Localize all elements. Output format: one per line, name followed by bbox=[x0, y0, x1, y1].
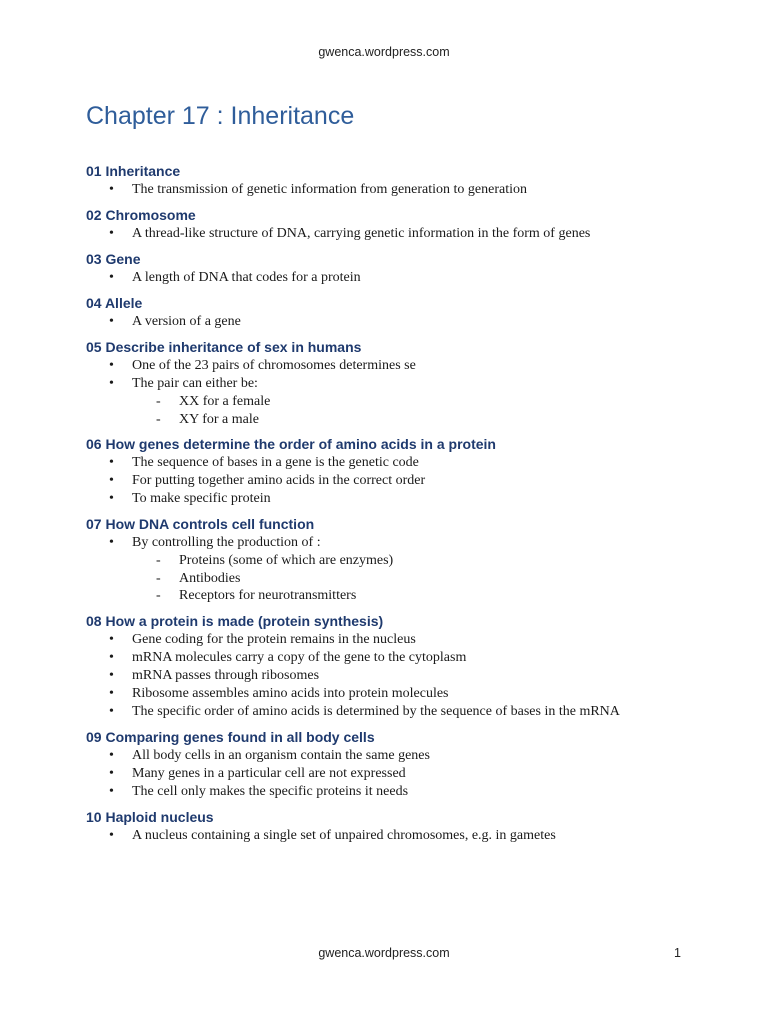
bullet-icon: • bbox=[109, 631, 114, 647]
sub-list bbox=[86, 393, 706, 428]
bullet-item bbox=[86, 765, 706, 783]
bullet-list bbox=[86, 269, 706, 287]
section bbox=[86, 612, 706, 721]
bullet-text: Gene coding for the protein remains in the nucleus bbox=[132, 631, 416, 647]
section bbox=[86, 338, 706, 428]
section bbox=[86, 515, 706, 605]
bullet-icon: • bbox=[109, 535, 114, 550]
bullet-icon: • bbox=[109, 685, 114, 701]
bullet-icon: • bbox=[109, 765, 114, 781]
bullet-list bbox=[86, 313, 706, 331]
bullet-text: mRNA passes through ribosomes bbox=[132, 667, 320, 683]
section-heading: 02 Chromosome bbox=[86, 207, 196, 223]
bullet-text: The sequence of bases in a gene is the genetic code bbox=[132, 455, 419, 470]
bullet-list bbox=[86, 181, 706, 199]
bullet-list bbox=[86, 747, 706, 801]
bullet-item bbox=[86, 472, 706, 490]
section-heading: 10 Haploid nucleus bbox=[86, 808, 214, 825]
bullet-list bbox=[86, 827, 706, 845]
bullet-icon: • bbox=[109, 783, 114, 799]
section bbox=[86, 294, 706, 331]
bullet-item bbox=[86, 357, 706, 375]
page-title: Chapter 17 : Inheritance bbox=[86, 102, 355, 130]
bullet-item bbox=[86, 631, 706, 649]
bullet-icon: • bbox=[109, 827, 114, 843]
dash-icon: - bbox=[156, 411, 161, 427]
bullet-item bbox=[86, 747, 706, 765]
sub-item bbox=[86, 587, 706, 605]
bullet-text: The transmission of genetic information from generation to generation bbox=[132, 182, 527, 197]
bullet-icon: • bbox=[109, 314, 114, 329]
section-heading: 03 Gene bbox=[86, 251, 141, 267]
bullet-icon: • bbox=[109, 270, 114, 285]
section bbox=[86, 250, 706, 287]
sub-item-text: XY for a male bbox=[179, 411, 259, 427]
bullet-icon: • bbox=[109, 667, 114, 683]
bullet-text: Ribosome assembles amino acids into protein molecules bbox=[132, 685, 449, 701]
page-header: gwenca.wordpress.com bbox=[318, 45, 450, 59]
bullet-text: For putting together amino acids in the correct order bbox=[132, 473, 426, 488]
sub-item bbox=[86, 393, 706, 411]
bullet-item bbox=[86, 827, 706, 845]
bullet-icon: • bbox=[109, 182, 114, 197]
section-heading: 01 Inheritance bbox=[86, 163, 181, 179]
bullet-item bbox=[86, 269, 706, 287]
section-heading: 05 Describe inheritance of sex in humans bbox=[86, 339, 362, 355]
bullet-item bbox=[86, 703, 706, 721]
bullet-item bbox=[86, 649, 706, 667]
section-heading: 08 How a protein is made (protein synthesis) bbox=[86, 612, 384, 629]
bullet-text: The specific order of amino acids is determined by the sequence of bases in the mRNA bbox=[132, 703, 620, 719]
bullet-item bbox=[86, 685, 706, 703]
bullet-item bbox=[86, 454, 706, 472]
bullet-item bbox=[86, 783, 706, 801]
bullet-item bbox=[86, 534, 706, 552]
section bbox=[86, 162, 706, 199]
bullet-text: A length of DNA that codes for a protein bbox=[132, 270, 361, 285]
bullet-item bbox=[86, 490, 706, 508]
bullet-icon: • bbox=[109, 649, 114, 665]
sub-item-text: Antibodies bbox=[179, 570, 241, 586]
bullet-text: A version of a gene bbox=[132, 314, 241, 329]
dash-icon: - bbox=[156, 588, 161, 603]
page-number: 1 bbox=[674, 946, 681, 960]
bullet-list bbox=[86, 454, 706, 508]
dash-icon: - bbox=[156, 570, 161, 586]
bullet-icon: • bbox=[109, 747, 114, 763]
bullet-list bbox=[86, 357, 706, 428]
bullet-list bbox=[86, 631, 706, 721]
bullet-text: The cell only makes the specific proteins it needs bbox=[132, 783, 409, 799]
section-heading: 06 How genes determine the order of amino acids in a protein bbox=[86, 436, 496, 452]
bullet-item bbox=[86, 225, 706, 243]
bullet-text: One of the 23 pairs of chromosomes determines se bbox=[132, 358, 416, 373]
bullet-item bbox=[86, 375, 706, 393]
bullet-icon: • bbox=[109, 358, 114, 373]
page-footer: gwenca.wordpress.com bbox=[318, 946, 450, 960]
bullet-icon: • bbox=[109, 376, 114, 391]
sub-item bbox=[86, 552, 706, 570]
bullet-list bbox=[86, 225, 706, 243]
sub-item-text: Proteins (some of which are enzymes) bbox=[179, 553, 394, 568]
sub-item bbox=[86, 570, 706, 588]
bullet-list bbox=[86, 534, 706, 605]
bullet-icon: • bbox=[109, 473, 114, 488]
notes-content bbox=[86, 162, 706, 852]
bullet-text: Many genes in a particular cell are not expressed bbox=[132, 765, 406, 781]
bullet-text: To make specific protein bbox=[132, 491, 271, 506]
bullet-item bbox=[86, 313, 706, 331]
section-heading: 07 How DNA controls cell function bbox=[86, 516, 315, 532]
section bbox=[86, 435, 706, 508]
sub-list bbox=[86, 552, 706, 605]
bullet-text: mRNA molecules carry a copy of the gene to the cytoplasm bbox=[132, 649, 467, 665]
sub-item-text: Receptors for neurotransmitters bbox=[179, 588, 357, 603]
bullet-icon: • bbox=[109, 491, 114, 506]
bullet-text: The pair can either be: bbox=[132, 376, 258, 391]
bullet-item bbox=[86, 667, 706, 685]
dash-icon: - bbox=[156, 553, 161, 568]
sub-item-text: XX for a female bbox=[179, 394, 271, 409]
section bbox=[86, 206, 706, 243]
bullet-text: A nucleus containing a single set of unpaired chromosomes, e.g. in gametes bbox=[132, 827, 556, 843]
bullet-text: A thread-like structure of DNA, carrying genetic information in the form of genes bbox=[132, 226, 591, 241]
bullet-icon: • bbox=[109, 226, 114, 241]
sub-item bbox=[86, 411, 706, 429]
bullet-item bbox=[86, 181, 706, 199]
bullet-icon: • bbox=[109, 703, 114, 719]
section bbox=[86, 808, 706, 845]
section bbox=[86, 728, 706, 801]
section-heading: 09 Comparing genes found in all body cells bbox=[86, 728, 375, 745]
bullet-text: By controlling the production of : bbox=[132, 535, 321, 550]
section-heading: 04 Allele bbox=[86, 295, 143, 311]
bullet-text: All body cells in an organism contain the same genes bbox=[132, 747, 430, 763]
bullet-icon: • bbox=[109, 455, 114, 470]
dash-icon: - bbox=[156, 394, 161, 409]
